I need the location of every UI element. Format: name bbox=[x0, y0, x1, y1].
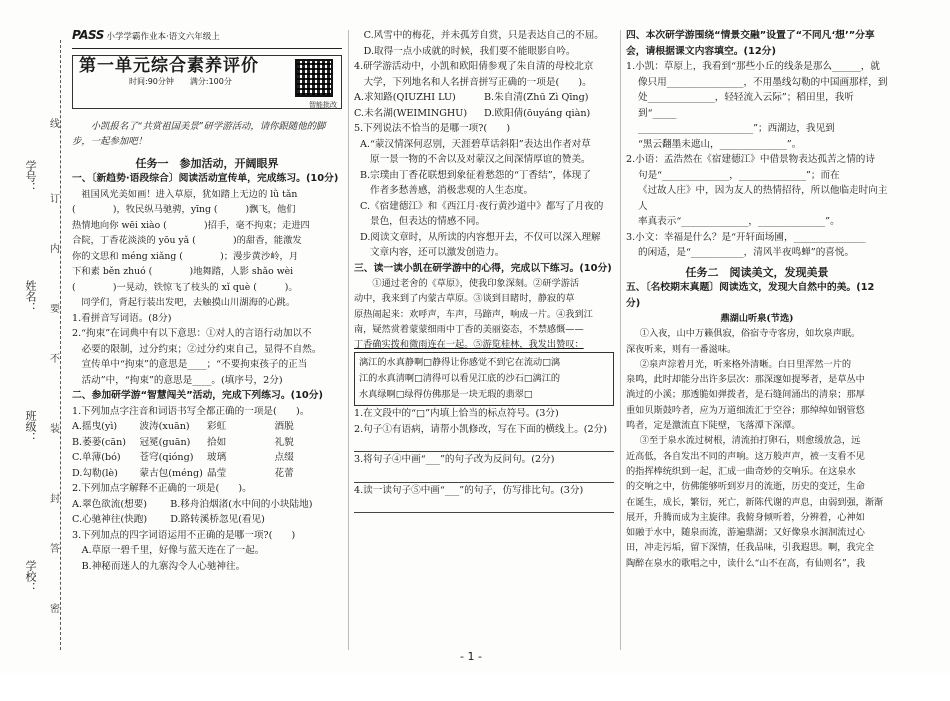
seal-char: 装 bbox=[50, 420, 60, 435]
question: 5.下列说法不恰当的是哪一项?( ) bbox=[354, 123, 511, 134]
option-row[interactable] bbox=[72, 419, 342, 435]
article-title: 鼎湖山听泉(节选) bbox=[720, 313, 794, 324]
passage-line: 原热闹起来：欢呼声，车声，马蹄声，响成一片。④我到江 bbox=[354, 308, 593, 320]
passage-line: ①通过老舍的《草原》，使我印象深刻。②研学游活 bbox=[372, 278, 580, 289]
option: A.翠色欲流(想要) bbox=[72, 498, 148, 510]
fill-line[interactable]: 的闲适，是“___________，清风半夜鸣蝉”的喜悦。 bbox=[638, 247, 855, 258]
answer-line[interactable] bbox=[354, 468, 614, 483]
column-divider bbox=[620, 30, 621, 650]
option: 玻璃 bbox=[207, 452, 227, 463]
passage-line: 你的文思和 méng xiǎng ( )；漫步黄沙岭，月 bbox=[72, 250, 299, 262]
page-number: - 1 - bbox=[460, 650, 482, 663]
article-line: 淌过的小溪；那透脆如弹拨者，是石缝间涌出的清泉；那厚 bbox=[626, 389, 865, 401]
option: B.萎蒌(cān) bbox=[72, 436, 127, 448]
option[interactable]: C.风雪中的梅花，并未孤芳自赏，只是表达自己的不屈。 bbox=[363, 30, 604, 41]
passage-line: ( )，牧民纵马驰骋，yīng ( )飘飞，他们 bbox=[72, 204, 296, 215]
option: D.勾勒(lè) bbox=[72, 467, 118, 479]
seal-line bbox=[60, 40, 61, 650]
option-line: 原一景一物的不舍以及对蒙汉之间深情厚谊的赞美。 bbox=[370, 154, 591, 165]
question: 3.下列加点的四字词语运用不正确的是哪一项?( ) bbox=[72, 529, 296, 541]
question-line: 大学，下列地名和人名拼音拼写正确的一项是( )。 bbox=[363, 76, 592, 88]
fill-line[interactable]: 2.小语：孟浩然在《宿建德江》中借景物表达孤苦之情的诗 bbox=[626, 154, 875, 165]
fill-line[interactable]: 1.小凯：草原上，我看到“那些小丘的线条是那么______，就 bbox=[626, 61, 880, 72]
question-line: 2.“拘束”在词典中有以下意思：①对人的言语行动加以不 bbox=[72, 328, 312, 339]
seal-char: 内 bbox=[50, 240, 60, 255]
option-line: 景色，但表达的情感不同。 bbox=[370, 216, 486, 227]
binding-margin bbox=[0, 0, 70, 673]
fill-line: 《过故人庄》中，因为友人的热情招待，所以他临走时向主人 bbox=[638, 185, 888, 212]
boxed-line: 江的水真清啊□清得可以看见江底的沙石□漓江的 bbox=[359, 373, 561, 385]
option: B.朱自清(Zhū Zì Qīng) bbox=[484, 92, 589, 103]
brand-name: 小学学霸作业本·语文六年级上 bbox=[106, 32, 220, 42]
option-row[interactable] bbox=[72, 512, 342, 528]
option: A.求知路(QIUZHI LU) bbox=[354, 92, 456, 103]
article-line: 如融于水中，随泉而流，游遍鼎湖；又好像泉水洄洄流过心 bbox=[626, 527, 865, 539]
fill-line[interactable]: ________________________”；西湖边，我见到 bbox=[638, 123, 835, 134]
article-line: 泉鸣，此时却能分出许多层次：那深邃如提琴者，是草丛中 bbox=[626, 374, 865, 386]
section-5-heading: 五、〔名校期末真题〕阅读选文，发现大自然中的美。(12分) bbox=[626, 282, 875, 309]
passage-line: 合院，丁香花淡淡的 yōu yǎ ( )的甜香，能激发 bbox=[72, 235, 302, 246]
option-row[interactable] bbox=[354, 90, 614, 106]
option: 蒙古包(méng) bbox=[139, 467, 203, 479]
question-line: 4.研学游活动中，小凯和欧阳倩参观了朱自清的母校北京 bbox=[354, 61, 594, 72]
exam-title: 第一单元综合素养评价 bbox=[79, 55, 259, 76]
article-line: 的交响之中，仿佛能够听到岁月的流逝，历史的变迁，生命 bbox=[626, 481, 865, 493]
option: 冠冕(guān) bbox=[139, 436, 191, 448]
fill-line[interactable]: 3.小文：幸福是什么？是“开轩面场圃，_______________ bbox=[626, 231, 866, 243]
option-row[interactable] bbox=[72, 450, 342, 466]
title-box bbox=[72, 55, 342, 109]
article-line: 近高低，各自发出不同的声响。这万般声声，被一支看不见 bbox=[626, 450, 865, 462]
question: 2.句子①有语病，请帮小凯修改，写在下面的横线上。(2分) bbox=[354, 423, 607, 435]
answer-line[interactable] bbox=[354, 498, 614, 513]
left-column bbox=[72, 0, 342, 673]
task-2-heading: 任务二 阅读美文，发现美景 bbox=[685, 265, 829, 279]
punctuation-box[interactable] bbox=[354, 352, 614, 406]
article-line: 展开，升腾而成为主旋律。我俯身倾听着，分辨着，心神如 bbox=[626, 511, 865, 523]
school-field[interactable]: 学校： bbox=[24, 560, 37, 593]
passage-line: 同学们，背起行装出发吧，去触摸山川湖海的心跳。 bbox=[81, 297, 296, 308]
option: 彩虹 bbox=[207, 421, 227, 432]
passage-line: 下和素 běn zhuó ( )地舞踏，人影 shǎo wèi bbox=[72, 266, 294, 277]
option-row[interactable] bbox=[72, 435, 342, 451]
question: 1.在文段中的“□”内填上恰当的标点符号。(3分) bbox=[354, 408, 559, 420]
section-3-heading: 三、读一读小凯在研学游中的心得，完成以下练习。(10分) bbox=[354, 262, 612, 274]
boxed-line: 漓江的水真静啊□静得让你感觉不到它在流动□漓 bbox=[359, 357, 561, 369]
section-2-heading: 二、参加研学游“智慧闯关”活动，完成下列练习。(10分) bbox=[72, 390, 323, 401]
option: 拾如 bbox=[207, 436, 227, 448]
option[interactable]: D.取得一点小成就的时候，我们要不能眼影自吟。 bbox=[363, 45, 576, 57]
passage-line: 动中，我来到了内蒙古草原。③谈到目睹时，静寂的草 bbox=[354, 293, 575, 305]
option-line[interactable]: A.“蒙汉情深何忍别，天涯碧草话斜阳”表达出作者对草 bbox=[360, 138, 591, 150]
question: 1.看拼音写词语。(8分) bbox=[72, 312, 172, 324]
fill-line[interactable]: “黑云翻墨未遮山，______________”。 bbox=[638, 138, 802, 150]
name-field[interactable]: 姓名： bbox=[24, 280, 37, 313]
question: 4.读一读句子⑤中画“___”的句子，仿写排比句。(3分) bbox=[354, 484, 584, 496]
brand-logo: PASS bbox=[72, 28, 104, 42]
section-1-passage bbox=[72, 187, 342, 311]
option[interactable]: A.草原一碧千里，好像与蓝天连在了一起。 bbox=[81, 545, 265, 556]
task-1-heading: 任务一 参加活动，开阔眼界 bbox=[135, 156, 279, 170]
seal-char: 封 bbox=[50, 490, 60, 505]
option: C.未名湖(WEIMINGHU) bbox=[354, 107, 468, 119]
fill-line[interactable]: 处______________，轻轻流入云际”；稻田里，我听到“_____ bbox=[638, 92, 854, 119]
option-row[interactable] bbox=[354, 106, 614, 122]
question: 3.将句子④中画“___”的句子改为反问句。(2分) bbox=[354, 454, 555, 466]
question: 1.下列加点字注音和词语书写全都正确的一项是( )。 bbox=[72, 405, 310, 417]
article-line: 陶醉在泉水的歌唱之中，读什么“山不在高，有仙则名”，我 bbox=[626, 557, 866, 569]
option: 苍穹(qióng) bbox=[139, 452, 194, 463]
intro-text: 小凯报名了“共赏祖国美景”研学游活动，请你跟随他的脚步，一起参加吧！ bbox=[72, 120, 326, 147]
passage-line: 南，疑然赏着蒙蒙细雨中丁香的美丽姿态，不禁感慨—— bbox=[354, 323, 584, 335]
answer-line[interactable] bbox=[354, 437, 614, 452]
seal-char: 线 bbox=[50, 115, 60, 130]
section-3-passage bbox=[354, 276, 614, 352]
seal-char: 订 bbox=[50, 190, 60, 205]
option-row[interactable] bbox=[72, 466, 342, 482]
brand-header bbox=[72, 28, 342, 49]
qr-caption: 智能批改 bbox=[309, 100, 337, 109]
question-line: 必要的限制，过分约束；②过分约束自己，显得不自然。 bbox=[81, 343, 322, 355]
passage-line: 祖国风光美如画！进入草原，犹如踏上无边的 lǜ tǎn bbox=[81, 188, 298, 200]
option-line: 作者多愁善感，消极悲观的人生态度。 bbox=[370, 185, 534, 196]
option-line[interactable]: C.《宿建德江》和《西江月·夜行黄沙道中》都写了月夜的 bbox=[360, 200, 604, 212]
option-row[interactable] bbox=[72, 497, 342, 513]
option-line[interactable]: D.阅读文章时，从所读的内容想开去，不仅可以深入理解 bbox=[360, 231, 601, 243]
seal-char: 密 bbox=[50, 600, 60, 615]
section-4-heading: 四、本次研学游围绕“情景交融”设置了“不同凡‘想’”分享会，请根据课文内容填空。(12分) bbox=[626, 30, 875, 57]
right-column bbox=[626, 28, 888, 701]
option-line[interactable]: B.宗璞由丁香花联想到象征着愁怨的“丁香结”，体现了 bbox=[360, 169, 591, 181]
boxed-line: 水真绿啊□绿得仿佛那是一块无瑕的翡翠□ bbox=[359, 389, 533, 401]
option: 花蕾 bbox=[274, 467, 294, 479]
option-line: 文章内容，还可以激发创造力。 bbox=[370, 247, 505, 258]
option: 酒脱 bbox=[274, 421, 294, 432]
option[interactable]: B.神秘而迷人的九寨沟令人心驰神往。 bbox=[81, 560, 246, 572]
article-line: ③至于泉水流过树根，清流拍打卵石，则愈缓放急，远 bbox=[639, 435, 861, 447]
question: 2.下列加点字解释不正确的一项是( )。 bbox=[72, 483, 252, 494]
article-line: ①入夜，山中万籁俱寂，俗宿寺寺客房，如坎泉声眠。 bbox=[639, 328, 861, 340]
article-line: 田，冲走污垢，留下深情，任我品味，引我遐思。啊，我完全 bbox=[626, 542, 875, 554]
passage-line: 热情地向你 wēi xiào ( )招手，毫不拘束；走进四 bbox=[72, 219, 310, 231]
student-id-field[interactable]: 学号： bbox=[24, 160, 37, 193]
option: 晶莹 bbox=[207, 467, 227, 479]
qr-code[interactable] bbox=[295, 59, 333, 97]
article-line: 在诞生，成长，繁衍，死亡，新陈代谢的声息，由弱到强，渐渐 bbox=[626, 496, 884, 508]
passage-line: 丁香确实拨和微雨连在一起。⑤游览桂林，我发出赞叹： bbox=[354, 339, 584, 351]
fill-line[interactable]: 句是“______________，______________”；而在 bbox=[638, 169, 840, 181]
passage-line: ( )一晃动，铁惊飞了枝头的 xǐ què ( )。 bbox=[72, 281, 298, 293]
option: 波涛(xuān) bbox=[139, 421, 190, 432]
article-line: 的指挥棒统织到一起，汇成一曲奇妙的交响乐。在这泉水 bbox=[626, 465, 856, 477]
option: C.单薄(bó) bbox=[72, 452, 121, 463]
seal-char: 答 bbox=[50, 540, 60, 555]
option: 点缀 bbox=[274, 452, 294, 463]
article-line: 鸣者，定是激流直下陡壁，飞落潭下深潭。 bbox=[626, 420, 801, 432]
question-line: 宣传单中“拘束”的意思是____；“不要拘束孩子的正当 bbox=[81, 359, 308, 370]
article-body bbox=[626, 326, 888, 571]
fill-line[interactable]: 率真表示“______________，______________”。 bbox=[638, 216, 840, 227]
article-line: ②泉声淙着月光，听来格外清晰。白日里浑然一片的 bbox=[639, 358, 852, 370]
option: C.心驰神往(快跑) bbox=[72, 514, 148, 525]
article-line: 深夜听来，则有一番滋味。 bbox=[626, 343, 737, 355]
seal-char: 要 bbox=[50, 300, 60, 315]
option: D.路转溪桥忽见(看见) bbox=[170, 514, 265, 525]
seal-char: 不 bbox=[50, 350, 60, 365]
option: B.移舟泊烟渚(水中间的小块陆地) bbox=[170, 498, 313, 510]
option: 礼貌 bbox=[274, 436, 294, 448]
column-divider bbox=[348, 30, 349, 650]
article-line: 重如贝斯鼓吟者，应为万道细流汇于空谷；那绰绰如钢管悠 bbox=[626, 404, 865, 416]
class-field[interactable]: 班级： bbox=[24, 410, 37, 443]
middle-column bbox=[354, 28, 614, 701]
section-1-heading: 一、〔新趋势·语段综合〕阅读活动宣传单，完成练习。(10分) bbox=[72, 173, 339, 184]
exam-time: 时间:90分钟 满分:100分 bbox=[129, 77, 232, 86]
question-line: 活动”中，“拘束”的意思是____。(填序号，2分) bbox=[81, 374, 283, 386]
option: A.摇曳(yì) bbox=[72, 421, 118, 432]
fill-line[interactable]: 像只用________________，不用墨线勾勒的中国画那样，到 bbox=[638, 76, 888, 88]
option: D.欧阳倩(ōuyáng qiàn) bbox=[484, 107, 591, 119]
